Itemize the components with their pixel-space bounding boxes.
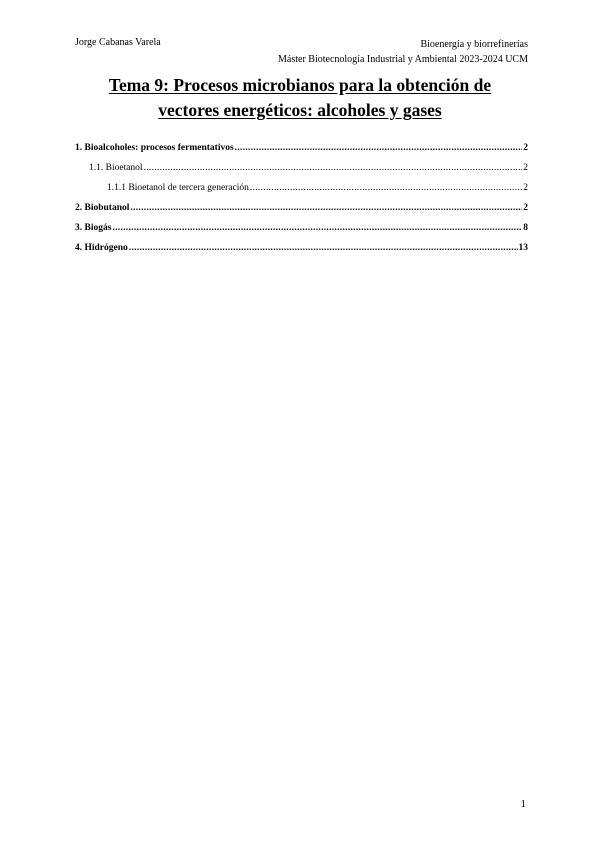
toc-leader-dots — [235, 138, 523, 158]
toc-leader-dots — [144, 158, 523, 178]
toc-entry-bioetanol[interactable] — [75, 158, 528, 178]
toc-leader-dots — [112, 218, 522, 238]
header-course: Bioenergía y biorrefinerías — [420, 39, 528, 50]
toc-entry-text: 4. Hidrógeno — [75, 243, 128, 253]
toc-entry-text: 1.1. Bioetanol — [89, 163, 143, 173]
toc-leader-dots — [129, 238, 518, 258]
toc-page-number: 13 — [518, 243, 528, 253]
toc-entry-bioalcoholes[interactable] — [75, 138, 528, 158]
toc-leader-dots — [250, 178, 522, 198]
title-line-1: Tema 9: Procesos microbianos para la obtención de — [108, 75, 492, 95]
toc-entry-text: 1.1.1 Bioetanol de tercera generación — [107, 183, 249, 193]
toc-entry-bioetanol-tercera-generacion[interactable] — [75, 178, 528, 198]
page-title — [60, 73, 540, 123]
toc-entry-text: 3. Biogás — [75, 223, 112, 233]
toc-entry-hidrogeno[interactable] — [75, 238, 528, 258]
title-line-2: vectores energéticos: alcoholes y gases — [158, 100, 442, 120]
toc-entry-biobutanol[interactable] — [75, 198, 528, 218]
toc-entry-text: 2. Biobutanol — [75, 203, 130, 213]
toc-leader-dots — [130, 198, 522, 218]
page-number: 1 — [520, 798, 526, 810]
header-right — [278, 37, 528, 67]
toc-entry-text: 1. Bioalcoholes: procesos fermentativos — [75, 143, 234, 153]
header-author: Jorge Cabanas Varela — [75, 37, 161, 48]
table-of-contents — [75, 138, 528, 258]
toc-entry-biogas[interactable] — [75, 218, 528, 238]
toc-page-number: 2 — [523, 143, 528, 153]
toc-page-number: 2 — [523, 203, 528, 213]
toc-page-number: 8 — [523, 223, 528, 233]
toc-page-number: 2 — [523, 163, 528, 173]
toc-page-number: 2 — [523, 183, 528, 193]
header-program: Máster Biotecnología Industrial y Ambiental 2023-2024 UCM — [278, 54, 528, 65]
